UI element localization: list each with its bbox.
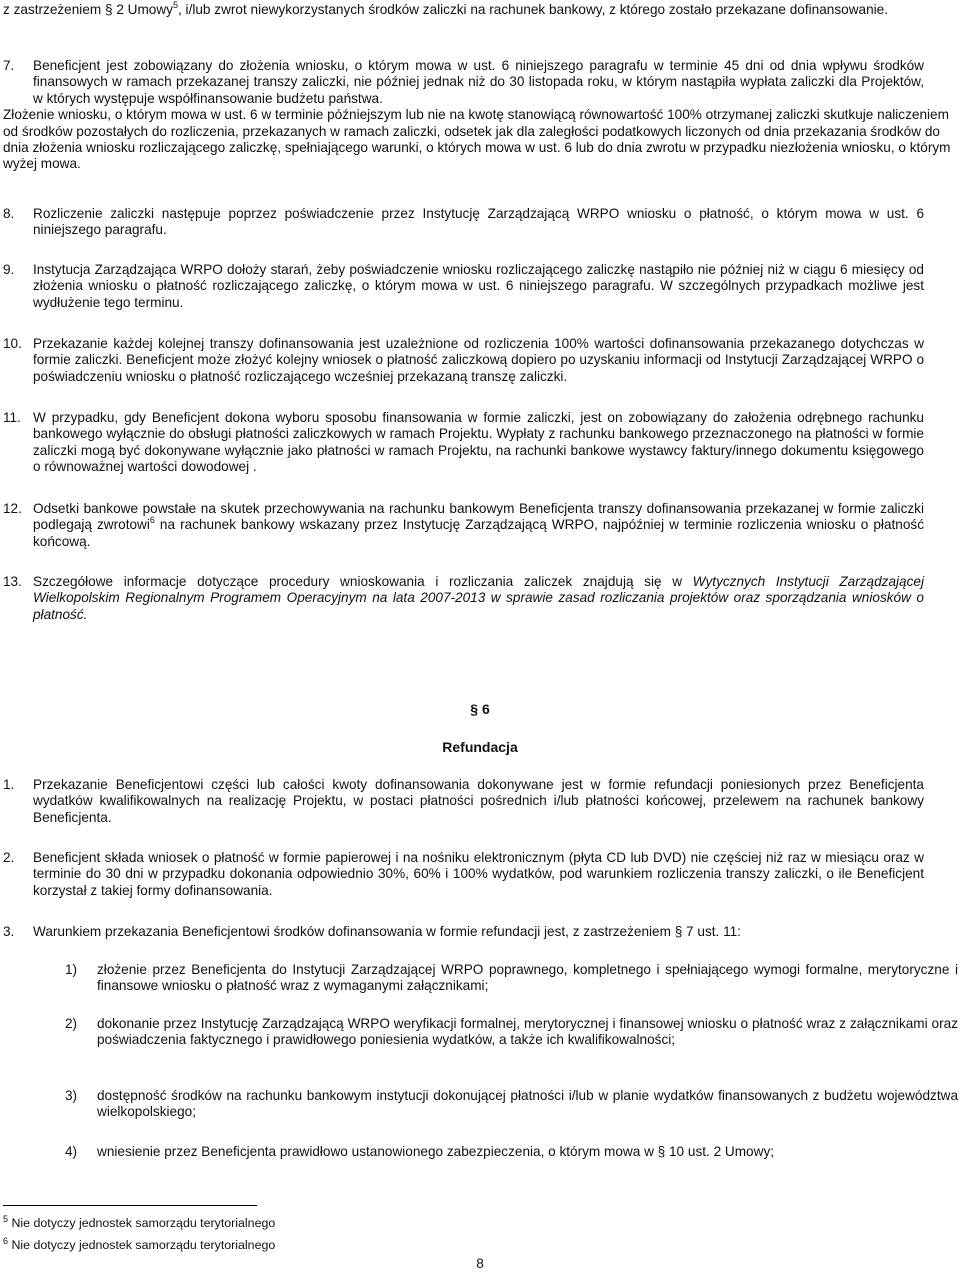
refund-subitem-1 [0,962,960,995]
list-item-12: 12. Odsetki bankowe powstałe na skutek przechowywania na rachunku bankowym Beneficjenta transzy dofinansowania przekazanej w formie zaliczki podlegają zwrotowi$^6$ na rachunek bankowy wskazany przez Instytucję Zarządzającą WRPO, najpóźniej w terminie rozliczenia wniosku o płatność końcową. [3,501,924,549]
footnote-ref-6[interactable]: 6 [149,515,155,526]
list-item-10 [0,336,960,385]
item-number: 12. [3,501,22,516]
page-number: 8 [476,1256,484,1271]
item-number: 3. [3,924,15,939]
item-number: 2. [3,850,15,865]
subitem-number: 2) [65,1016,78,1031]
subitem-number: 1) [65,962,78,977]
item-text: Beneficjent składa wniosek o płatność w formie papierowej i na nośniku elektronicznym (płyta CD lub DVD) nie częściej niż raz w miesiącu oraz w terminie do 30 dni w przypadku dokonania odpowiednio 30%, 60% i 100% wydatków, pod warunkiem rozliczenia transzy zaliczki, o ile Beneficjent korzystał z takiej formy dofinansowania. [33,850,924,898]
subitem-number: 3) [65,1088,78,1103]
refund-subitem-2 [0,1016,960,1049]
item-number: 7. [3,58,15,73]
section-title: Refundacja [442,739,518,755]
item-number: 11. [3,410,21,425]
subitem-text: złożenie przez Beneficjenta do Instytucji Zarządzającej WRPO poprawnego, kompletnego i spełniającego wymogi formalne, merytoryczne i finansowe wniosku o płatność wraz z wymaganymi załącznikami; [97,962,958,994]
item-number: 8. [3,206,15,221]
footnote-5: $^5$ Nie dotyczy jednostek samorządu terytorialnego [3,1214,276,1230]
item-text: Instytucja Zarządzająca WRPO dołoży starań, żeby poświadczenie wniosku rozliczającego zaliczkę nastąpiło nie później niż w ciągu 6 miesięcy od złożenia wniosku o płatność rozliczającego zaliczkę, o którym mowa w ust. 6 niniejszego paragrafu. W szczególnych przypadkach możliwe jest wydłużenie tego terminu. [33,262,924,310]
item-text: Warunkiem przekazania Beneficjentowi środków dofinansowania w formie refundacji jest, z zastrzeżeniem § 7 ust. 11: [33,924,741,939]
item-text: Rozliczenie zaliczki następuje poprzez poświadczenie przez Instytucję Zarządzającą WRPO wniosku o płatność, o którym mowa w ust. 6 niniejszego paragrafu. [33,206,924,238]
subitem-text: dostępność środków na rachunku bankowym instytucji dokonującej płatności i/lub w planie wydatków finansowanych z budżetu województwa wielkopolskiego; [97,1088,958,1120]
list-item-11 [0,410,960,476]
list-item-7 [0,58,960,173]
subitem-text: dokonanie przez Instytucję Zarządzającą WRPO weryfikacji formalnej, merytorycznej i finansowej wniosku o płatność wraz z załącznikami oraz poświadczenia faktycznego i prawidłowego poniesienia wydatków, a także ich kwalifikowalności; [97,1016,958,1048]
item-text: W przypadku, gdy Beneficjent dokona wyboru sposobu finansowania w formie zaliczki, jest on zobowiązany do założenia odrębnego rachunku bankowego wyłącznie do obsługi płatności zaliczkowych w ramach Projektu. Wypłaty z rachunku bankowego przeznaczonego na płatności w formie zaliczki mogą być dokonywane wyłącznie jako płatności w ramach Projektu, na rachunki bankowe wystawcy faktury/innego dokumentu księgowego o równoważnej wartości dowodowej . [33,410,924,475]
top-fragment-text: z zastrzeżeniem § 2 Umowy$^5$, i/lub zwrot niewykorzystanych środków zaliczki na rachunek bankowy, z którego zostało przekazane dofinansowanie. [3,0,888,17]
subitem-text: wniesienie przez Beneficjenta prawidłowo ustanowionego zabezpieczenia, o którym mowa w § 10 ust. 2 Umowy; [97,1144,775,1159]
item-text: Beneficjent jest zobowiązany do złożenia wniosku, o którym mowa w ust. 6 niniejszego paragrafu w terminie 45 dni od dnia wpływu środków finansowych w ramach przekazanej transzy zaliczki, nie później jednak niż do 30 listopada roku, w którym nastąpiła wypłata zaliczki dla Projektów, w których występuje współfinansowanie budżetu państwa. [33,58,924,106]
item-text: Przekazanie Beneficjentowi części lub całości kwoty dofinansowania dokonywane jest w formie refundacji poniesionych przez Beneficjenta wydatków kwalifikowalnych na realizację Projektu, w postaci płatności pośrednich i/lub płatności końcowej, przelewem na rachunek bankowy Beneficjenta. [33,777,924,825]
item-7-continuation: Złożenie wniosku, o którym mowa w ust. 6 w terminie późniejszym lub nie na kwotę stanowiącą równowartość 100% otrzymanej zaliczki skutkuje naliczeniem od środków pozostałych do rozliczenia, przekazanych w ramach zaliczki, odsetek jak dla zaległości podatkowych liczonych od dnia przekazania środków do dnia złożenia wniosku rozliczającego zaliczkę, spełniającego warunki, o których mowa w ust. 6 lub do dnia zwrotu w przypadku niezłożenia wniosku, o którym wyżej mowa. [3,107,951,172]
item-number: 1. [3,777,15,792]
footnote-ref-5[interactable]: 5 [172,0,178,10]
item-number: 10. [3,336,22,351]
list-item-9 [0,262,960,311]
list-item-8 [0,206,960,239]
item-text: Przekazanie każdej kolejnej transzy dofinansowania jest uzależnione od rozliczenia 100% wartości dofinansowania przekazanego dotychczas w formie zaliczki. Beneficjent może złożyć kolejny wniosek o płatność zaliczkową dopiero po uzyskaniu informacji od Instytucji Zarządzającej WRPO o poświadczeniu wniosku o płatność rozliczającego wcześniej przekazaną transzę zaliczki. [33,336,924,384]
list-item-13 [0,574,960,623]
refund-item-3 [0,924,960,940]
refund-item-1 [0,777,960,826]
footnote-separator [3,1205,257,1206]
refund-item-2 [0,850,960,899]
item-number: 13. [3,574,22,589]
item-text: Szczegółowe informacje dotyczące procedury wnioskowania i rozliczania zaliczek znajdują się w [33,574,693,589]
item-number: 9. [3,262,15,277]
item-italic-reference: Wytycznych Instytucji Zarządzającej Wielkopolskim Regionalnym Programem Operacyjnym na lata 2007-2013 w sprawie zasad rozliczania projektów oraz sporządzania wniosków o płatność. [33,574,924,622]
refund-subitem-3 [0,1088,960,1121]
section-number: § 6 [470,701,490,717]
refund-subitem-4 [0,1144,960,1160]
paragraph-continuation-top [0,2,960,18]
subitem-number: 4) [65,1144,78,1159]
footnote-6: $^6$ Nie dotyczy jednostek samorządu terytorialnego [3,1236,276,1252]
